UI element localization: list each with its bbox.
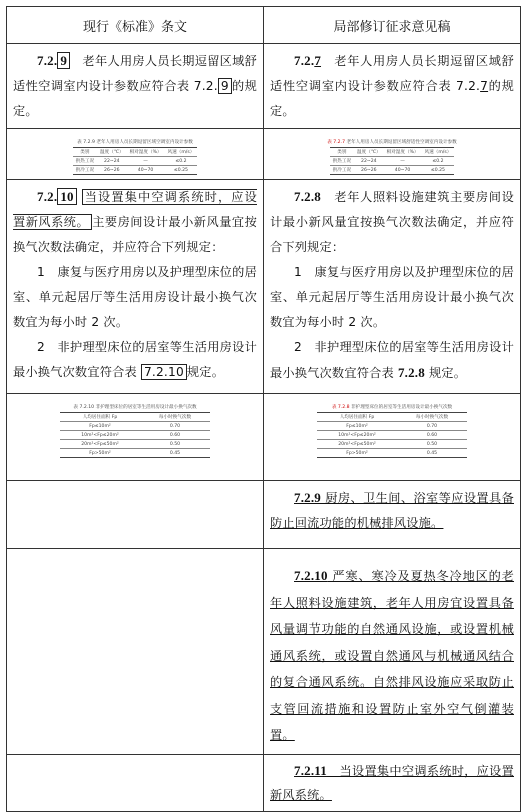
cell-draft-7-2-7 (264, 44, 521, 129)
mini-table: 类别 温度（℃） 相对湿度（%） 风速（m/s） 供热工况 22~24 — ≤0.2 供冷工况 26~26 40~70 ≤0.25 (330, 147, 455, 175)
cell-table-7-2-10 (7, 394, 264, 481)
cell-table-7-2-8 (264, 394, 521, 481)
clause-paragraph: 7.2. 9 老年人用房人员长期逗留区域舒适性空调室内设计参数应符合表 7.2. 9 的规定。 (13, 53, 257, 118)
cell-draft-7-2-10 (264, 549, 521, 755)
boxed-text: 当设置集中空调系统时，应设置新风系统。 (13, 190, 257, 229)
mini-table-image (270, 398, 514, 458)
cell-draft-7-2-9 (264, 481, 521, 549)
cell-table-7-2-9 (7, 129, 264, 180)
header-current-clause: 现行《标准》条文 (7, 7, 264, 44)
header-revision-draft: 局部修订征求意见稿 (264, 7, 521, 44)
clause-paragraph: 7.2.9 厨房、卫生间、浴室等应设置具备防止回流功能的机械排风设施。 (270, 490, 514, 530)
mini-table-caption: 表 7.2.7 老年人用房人员长期逗留区域舒适性空调室内设计参数 (327, 140, 457, 145)
clause-paragraph: 7.2.7 老年人用房人员长期逗留区域舒适性空调室内设计参数应符合表 7.2.7的规定。 (270, 53, 514, 118)
cell-draft-7-2-11 (264, 755, 521, 812)
mini-table: 人均居住面积 Fp 每小时换气次数 Fp≤10m² 0.70 10m²<Fp≤20m² 0.60 20m²<Fp≤50m² 0.50 Fp>50m² 0.45 (317, 412, 467, 458)
cell-empty (7, 549, 264, 755)
cell-draft-7-2-8 (264, 180, 521, 394)
cell-empty (7, 481, 264, 549)
mini-table: 人均居住面积 Fp 每小时换气次数 Fp≤10m² 0.70 10m²<Fp≤20m² 0.60 20m²<Fp≤50m² 0.50 Fp>50m² 0.45 (60, 412, 210, 458)
cell-empty (7, 755, 264, 812)
clause-item-1: 1 康复与医疗用房以及护理型床位的居室、单元起居厅等生活用房设计最小换气次数宜为每小时 2 次。 (270, 265, 514, 329)
mini-table-image (13, 398, 257, 458)
clause-paragraph: 7.2.11 当设置集中空调系统时，应设置新风系统。 (270, 763, 514, 802)
mini-table-image (270, 133, 514, 175)
clause-paragraph: 7.2. 10 当设置集中空调系统时，应设置新风系统。 主要房间设计最小新风量宜按换气次数法确定，并应符合下列规定： (13, 189, 257, 254)
clause-item-2: 2 非护理型床位的居室等生活用房设计最小换气次数宜符合表 7.2.10 规定。 (13, 340, 257, 379)
clause-item-1: 1 康复与医疗用房以及护理型床位的居室、单元起居厅等生活用房设计最小换气次数宜为每小时 2 次。 (13, 265, 257, 329)
clause-paragraph: 7.2.8 老年人照料设施建筑主要房间设计最小新风量宜按换气次数法确定，并应符合下列规定： (270, 189, 514, 254)
cell-current-7-2-10 (7, 180, 264, 394)
mini-table-caption: 表 7.2.10 非护理型床位的居室等生活用房设计最小换气次数 (73, 405, 197, 410)
mini-table-caption: 表 7.2.8 非护理型床位的居室等生活用房设计最小换气次数 (331, 405, 453, 410)
cell-table-7-2-7 (264, 129, 521, 180)
clause-item-2: 2 非护理型床位的居室等生活用房设计最小换气次数宜符合表 7.2.8 规定。 (270, 340, 514, 380)
cell-current-7-2-9 (7, 44, 264, 129)
comparison-table (6, 6, 521, 812)
mini-table: 类别 温度（℃） 相对湿度（%） 风速（m/s） 供热工况 22~24 — ≤0.2 供冷工况 26~26 40~70 ≤0.25 (73, 147, 198, 175)
mini-table-image (13, 133, 257, 175)
mini-table-caption: 表 7.2.9 老年人用房人员长期逗留区域空调室内设计参数 (77, 140, 193, 145)
clause-paragraph: 7.2.10 严寒、寒冷及夏热冬冷地区的老年人照料设施建筑，老年人用房宜设置具备风量调节功能的自然通风设施，或设置机械通风系统，或设置自然通风与机械通风结合的复合通风系统。自然排风设施应采取防止支管回流措施和设置防止室外空气倒灌装置。 (270, 568, 514, 742)
